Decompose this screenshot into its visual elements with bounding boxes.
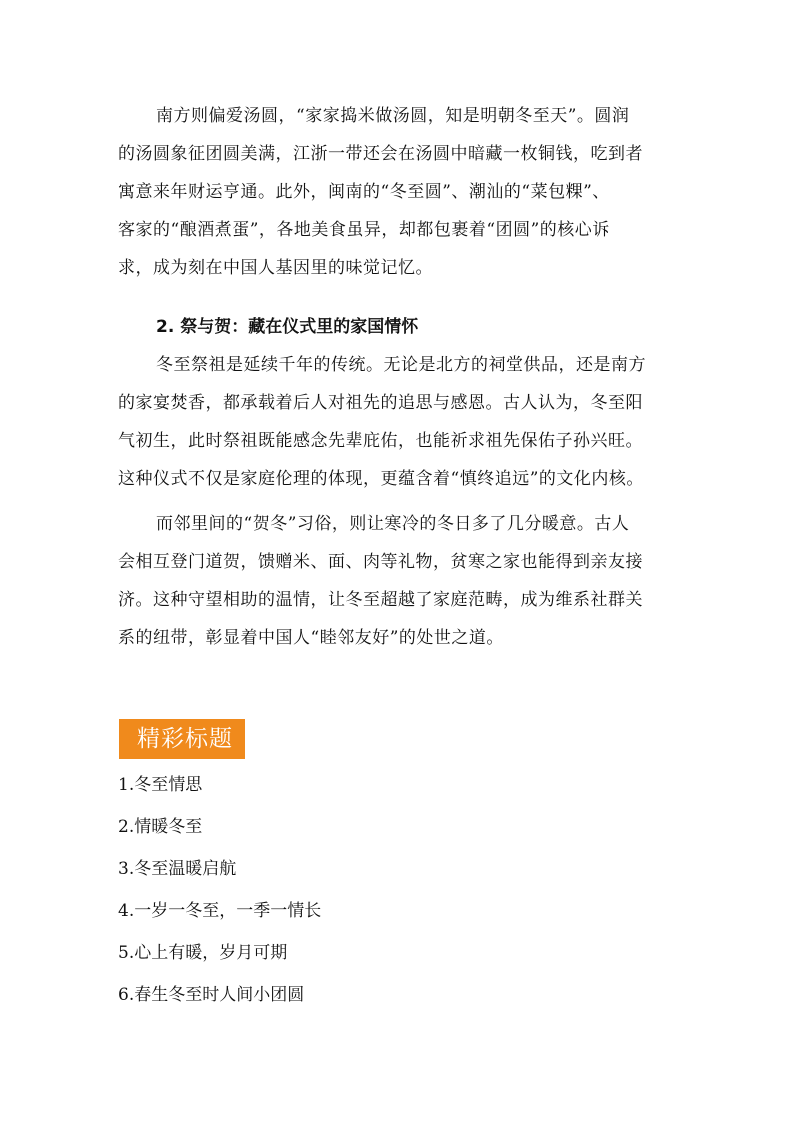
paragraph-line: 南方则偏爱汤圆，“家家捣米做汤圆，知是明朝冬至天”。圆润 <box>156 106 630 126</box>
highlight-titles-badge: 精彩标题 <box>119 719 245 759</box>
paragraph-winter-greeting <box>118 505 678 657</box>
paragraph-line: 而邻里间的“贺冬”习俗，则让寒冷的冬日多了几分暖意。古人 <box>156 514 630 534</box>
paragraph-line: 寓意来年财运亨通。此外，闽南的“冬至圆”、潮汕的“菜包粿”、 <box>118 182 610 202</box>
paragraph-line: 系的纽带，彰显着中国人“睦邻友好”的处世之道。 <box>118 628 504 648</box>
paragraph-line: 气初生，此时祭祖既能感念先辈庇佑，也能祈求祖先保佑子孙兴旺。 <box>118 431 643 451</box>
paragraph-line: 冬至祭祖是延续千年的传统。无论是北方的祠堂供品，还是南方 <box>156 355 646 375</box>
paragraph-line: 会相互登门道贺，馈赠米、面、肉等礼物，贫寒之家也能得到亲友接 <box>118 552 643 572</box>
paragraph-line: 济。这种守望相助的温情，让冬至超越了家庭范畴，成为维系社群关 <box>118 590 643 610</box>
list-item: 6.春生冬至时人间小团圆 <box>118 985 305 1005</box>
paragraph-line: 的汤圆象征团圆美满，江浙一带还会在汤圆中暗藏一枚铜钱，吃到者 <box>118 144 643 164</box>
list-item: 2.情暖冬至 <box>118 817 203 837</box>
paragraph-ancestor-worship <box>118 346 678 498</box>
paragraph-food <box>118 97 678 287</box>
paragraph-line: 的家宴焚香，都承载着后人对祖先的追思与感恩。古人认为，冬至阳 <box>118 393 643 413</box>
list-item: 3.冬至温暖启航 <box>118 859 237 879</box>
list-item: 1.冬至情思 <box>118 775 203 795</box>
list-item: 4.一岁一冬至，一季一情长 <box>118 901 322 921</box>
section-heading: 2. 祭与贺：藏在仪式里的家国情怀 <box>156 317 419 337</box>
paragraph-line: 求，成为刻在中国人基因里的味觉记忆。 <box>118 258 433 278</box>
titles-list <box>118 764 678 1016</box>
paragraph-line: 客家的“酿酒煮蛋”，各地美食虽异，却都包裹着“团圆”的核心诉 <box>118 220 610 240</box>
paragraph-line: 这种仪式不仅是家庭伦理的体现，更蕴含着“慎终追远”的文化内核。 <box>118 469 644 489</box>
list-item: 5.心上有暖，岁月可期 <box>118 943 288 963</box>
